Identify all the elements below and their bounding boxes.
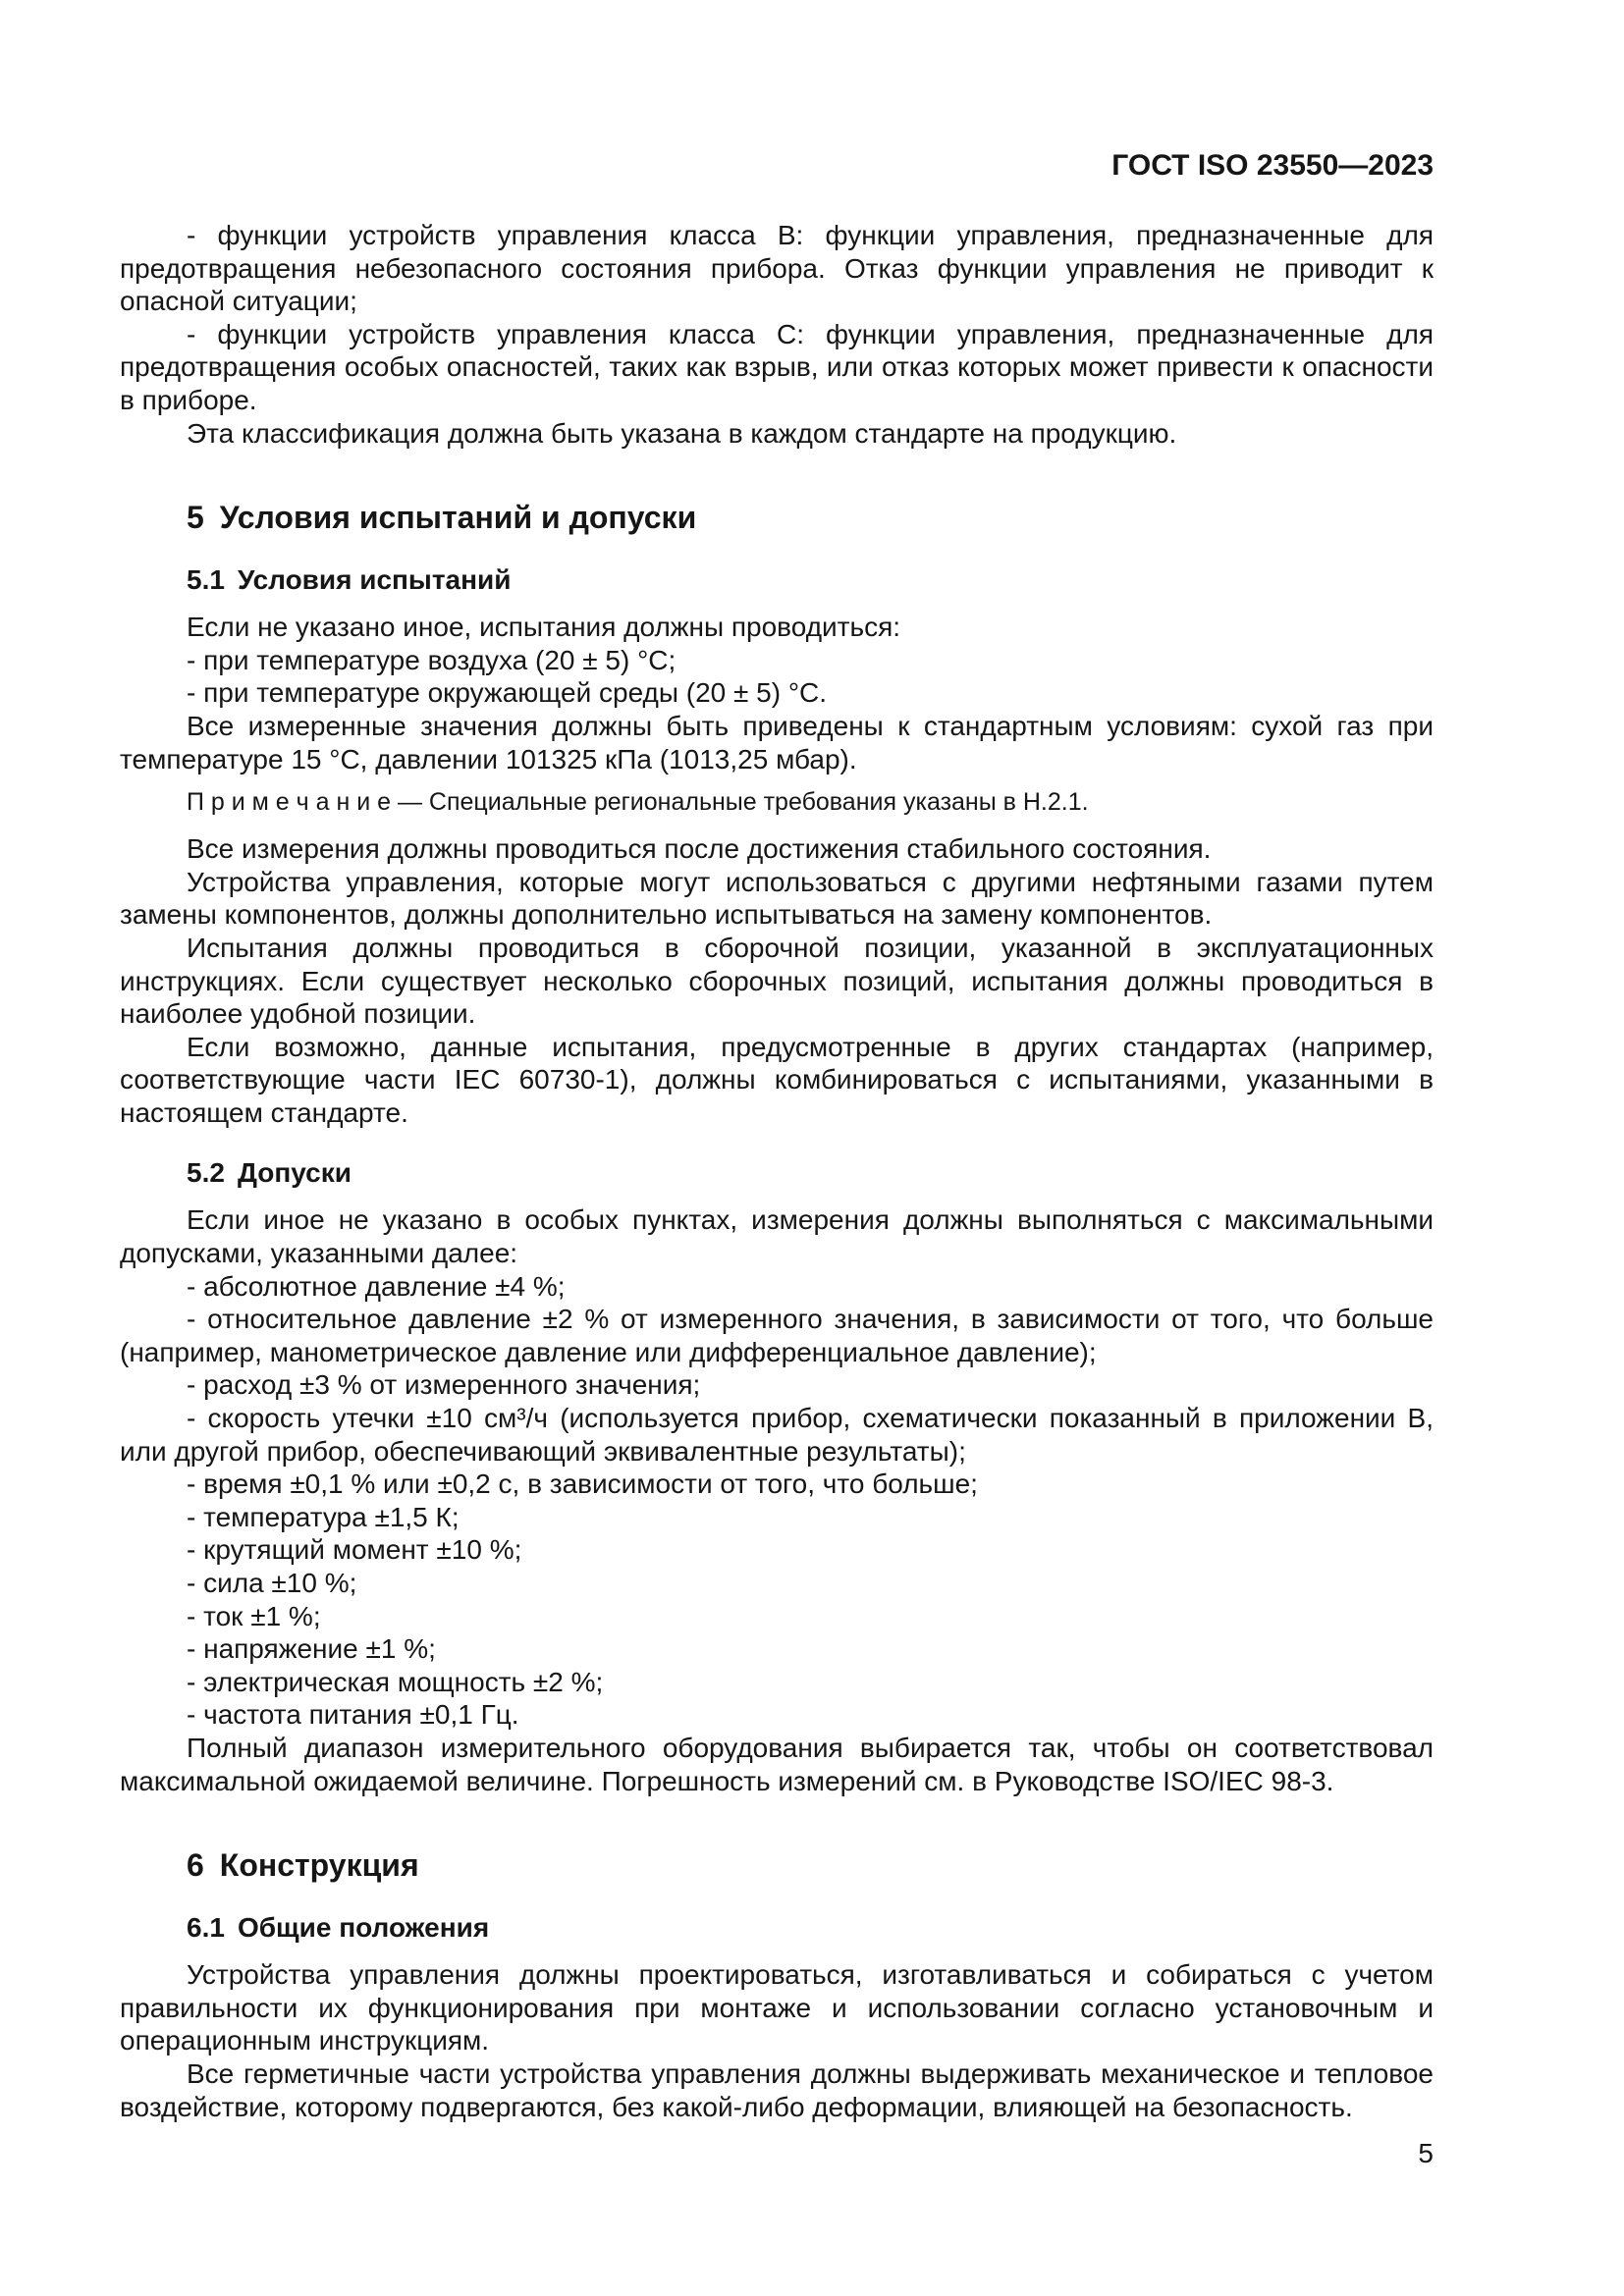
paragraph: Если иное не указано в особых пунктах, измерения должны выполняться с максимальными допусками, указанными далее: <box>120 1204 1434 1269</box>
paragraph: Испытания должны проводиться в сборочной позиции, указанной в эксплуатационных инструкциях. Если существует несколько сборочных позиций, испытания должны проводиться в наиболее удобной позиции. <box>120 932 1434 1030</box>
paragraph: - скорость утечки ±10 см³/ч (используется прибор, схематически показанный в приложении В, или другой прибор, обеспечивающий эквивалентные результаты); <box>120 1403 1434 1467</box>
paragraph: Эта классификация должна быть указана в каждом стандарте на продукцию. <box>187 417 1177 449</box>
paragraph: - при температуре окружающей среды (20 ± 5) °С. <box>187 677 828 709</box>
paragraph: - сила ±10 %; <box>187 1568 357 1598</box>
paragraph: - электрическая мощность ±2 %; <box>187 1666 604 1697</box>
subsection-number: 6.1 <box>187 1912 225 1944</box>
paragraph: - крутящий момент ±10 %; <box>187 1534 522 1566</box>
paragraph: Устройства управления, которые могут использоваться с другими нефтяными газами путем замены компонентов, должны дополнительно испытываться на замену компонентов. <box>120 866 1434 931</box>
section-number: 5 <box>187 500 204 536</box>
paragraph: - функции устройств управления класса С: функции управления, предназначенные для предотвращения особых опасностей, таких как взрыв, или отказ которых может привести к опасности в приборе. <box>120 318 1434 415</box>
paragraph: Все герметичные части устройства управления должны выдерживать механическое и тепловое воздействие, которому подвергаются, без какой-либо деформации, влияющей на безопасность. <box>120 2057 1434 2122</box>
section-title: Условия испытаний и допуски <box>219 500 697 536</box>
subsection-title: Допуски <box>237 1157 352 1189</box>
paragraph: - относительное давление ±2 % от измеренного значения, в зависимости от того, что больше (например, манометрическое давление или дифференциальное давление); <box>120 1304 1434 1367</box>
section-title: Конструкция <box>219 1847 419 1884</box>
subsection-heading <box>187 563 1434 597</box>
subsection-number: 5.2 <box>187 1157 225 1189</box>
paragraph: - время ±0,1 % или ±0,2 с, в зависимости от того, что больше; <box>187 1468 978 1500</box>
paragraph: - частота питания ±0,1 Гц. <box>187 1699 519 1731</box>
section-number: 6 <box>187 1847 204 1884</box>
section-heading <box>187 499 1434 536</box>
paragraph: Устройства управления должны проектироваться, изготавливаться и собираться с учетом правильности их функционирования при монтаже и использовании согласно установочным и операционным инструкциям. <box>120 1959 1434 2056</box>
paragraph: Все измерения должны проводиться после достижения стабильного состояния. <box>187 833 1212 865</box>
paragraph: Полный диапазон измерительного оборудования выбирается так, чтобы он соответствовал максимальной ожидаемой величине. Погрешность измерений см. в Руководстве ISO/IEC 98-3. <box>120 1732 1434 1796</box>
section-heading <box>187 1846 1434 1884</box>
paragraph: - абсолютное давление ±4 %; <box>187 1270 566 1302</box>
paragraph: - расход ±3 % от измеренного значения; <box>187 1369 701 1401</box>
page-number: 5 <box>1418 2138 1434 2169</box>
paragraph: - функции устройств управления класса В: функции управления, предназначенные для предотвращения небезопасного состояния прибора. Отказ функции управления не приводит к опасной ситуации; <box>120 220 1434 317</box>
doc-code-header: ГОСТ ISO 23550—2023 <box>1111 149 1434 182</box>
paragraph: Если не указано иное, испытания должны проводиться: <box>187 612 901 643</box>
subsection-title: Общие положения <box>237 1912 490 1944</box>
paragraph: Если возможно, данные испытания, предусмотренные в других стандартах (например, соответствующие части IEC 60730-1), должны комбинироваться с испытаниями, указанными в настоящем стандарте. <box>120 1031 1434 1128</box>
paragraph: - при температуре воздуха (20 ± 5) °С; <box>187 644 677 675</box>
subsection-number: 5.1 <box>187 564 225 596</box>
paragraph: Все измеренные значения должны быть приведены к стандартным условиям: сухой газ при температуре 15 °С, давлении 101325 кПа (1013,25 мбар). <box>120 710 1434 774</box>
subsection-heading <box>187 1156 1434 1190</box>
paragraph: - температура ±1,5 К; <box>187 1501 460 1532</box>
note: П р и м е ч а н и е — Специальные региональные требования указаны в Н.2.1. <box>187 788 1089 817</box>
paragraph: - ток ±1 %; <box>187 1600 321 1631</box>
paragraph: - напряжение ±1 %; <box>187 1633 436 1665</box>
subsection-heading <box>187 1911 1434 1945</box>
subsection-title: Условия испытаний <box>237 564 512 596</box>
